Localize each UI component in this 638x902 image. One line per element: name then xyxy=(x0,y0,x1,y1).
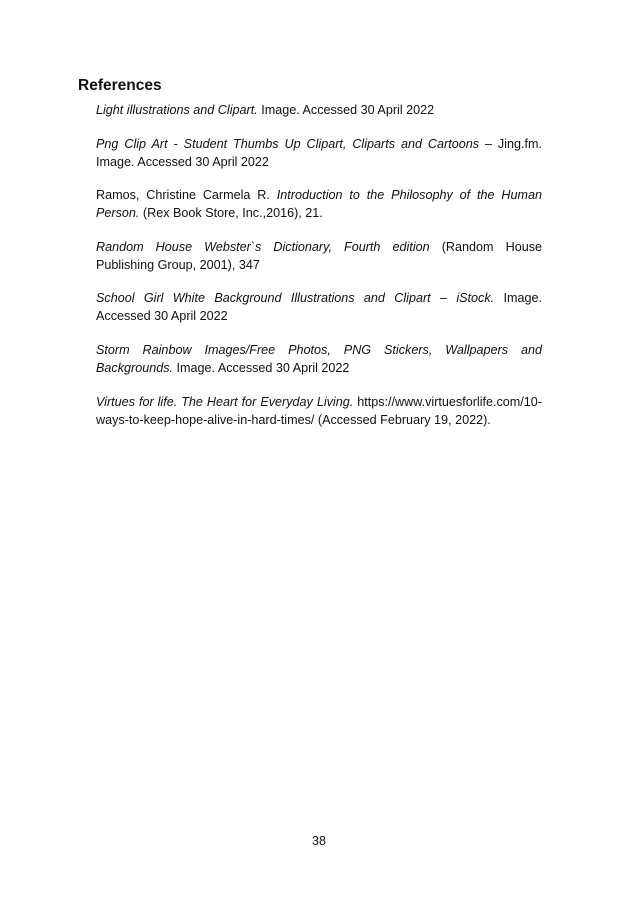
reference-entry xyxy=(96,186,542,222)
reference-entry xyxy=(96,101,542,119)
reference-title: Light illustrations and Clipart. xyxy=(96,103,258,117)
reference-text: Ramos, Christine Carmela R. xyxy=(96,188,277,203)
reference-entry xyxy=(96,341,542,377)
reference-text: Image. Accessed 30 April 2022 xyxy=(96,291,543,324)
references-heading: References xyxy=(78,77,162,94)
reference-text: – Jing.fm. Image. Accessed 30 April 2022 xyxy=(96,136,543,169)
reference-text: Image. Accessed 30 April 2022 xyxy=(173,360,350,375)
reference-text: Image. Accessed 30 April 2022 xyxy=(257,103,435,117)
reference-text: (Rex Book Store, Inc.,2016), 21. xyxy=(139,206,323,221)
reference-entry xyxy=(96,289,542,325)
reference-title: Png Clip Art - Student Thumbs Up Clipart, Cliparts and Cartoons xyxy=(96,136,480,151)
reference-entry xyxy=(96,393,542,429)
reference-title: Storm Rainbow Images/Free Photos, PNG Stickers, Wallpapers and Backgrounds. xyxy=(96,342,542,375)
reference-title: Introduction to the Philosophy of the Human Person. xyxy=(96,188,543,221)
reference-entry xyxy=(96,135,542,171)
reference-title: Random House Webster`s Dictionary, Fourth edition xyxy=(96,239,430,254)
reference-list xyxy=(96,101,542,429)
reference-text: (Random House Publishing Group, 2001), 347 xyxy=(96,239,543,272)
page-number: 38 xyxy=(312,834,326,848)
reference-title: Virtues for life. The Heart for Everyday Living. xyxy=(96,394,354,409)
reference-text: https://www.virtuesforlife.com/10-ways-to-keep-hope-alive-in-hard-times/ (Accessed February 19, 2022). xyxy=(96,394,542,427)
reference-title: School Girl White Background Illustrations and Clipart – iStock. xyxy=(96,291,495,306)
reference-entry xyxy=(96,238,542,274)
